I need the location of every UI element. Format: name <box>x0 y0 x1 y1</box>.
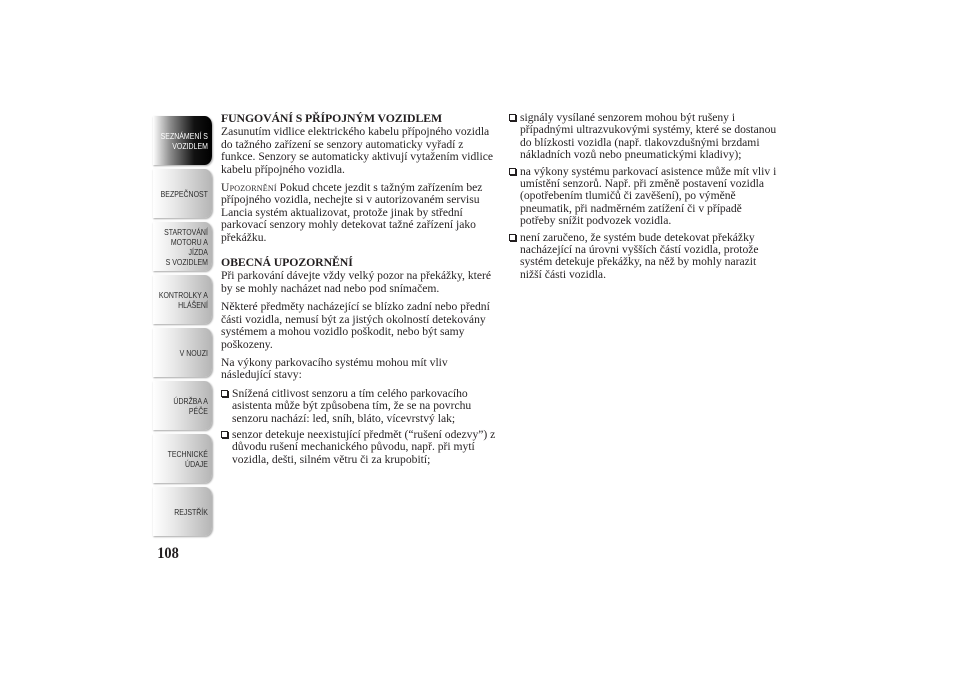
tab-label: KONTROLKY A HLÁŠENÍ <box>158 289 208 310</box>
section-heading: OBECNÁ UPOZORNĚNÍ <box>221 255 353 270</box>
list-item-text: senzor detekuje neexistující předmět (“rušení odezvy”) z důvodu rušení mechanického původu, např. při mytí vozidla, dešti, silném větru či za krupobití; <box>232 427 496 466</box>
list-item <box>221 388 496 425</box>
warning-paragraph <box>221 182 496 244</box>
paragraph: Na výkony parkovacího systému mohou mít vliv následující stavy: <box>221 355 448 382</box>
bullet-list <box>221 388 496 466</box>
warning-text: Pokud chcete jezdit s tažným zařízením bez přípojného vozidla, nechejte si v autorizovaném servisu Lancia systém aktualizovat, protože jinak by střední parkovací senzory mohly detekovat tažné zařízení jako překážku. <box>221 181 483 244</box>
checkbox-bullet-icon <box>509 168 516 175</box>
checkbox-bullet-icon <box>509 114 516 121</box>
checkbox-bullet-icon <box>221 390 228 397</box>
list-item-text: Snížená citlivost senzoru a tím celého parkovacího asistenta může být způsobena tím, že se na povrchu senzoru nachází: led, sníh, bláto, vícevrstvý lak; <box>232 386 472 425</box>
tab-v-nouzi[interactable] <box>153 328 212 377</box>
bullet-list <box>509 112 777 281</box>
tab-label: STARTOVÁNÍ MOTORU A JÍZDA S VOZIDLEM <box>164 226 208 267</box>
section-heading: FUNGOVÁNÍ S PŘÍPOJNÝM VOZIDLEM <box>221 111 443 125</box>
list-item-text: na výkony systému parkovací asistence může mít vliv i umístění senzorů. Např. při změně postavení vozidla (opotřebením tlumičů či zavěšení), po výměně pneumatik, při nadměrném zatížení či v případě potřeby snížit podvozek vozidla. <box>520 164 777 228</box>
paragraph: Zasunutím vidlice elektrického kabelu přípojného vozidla do tažného zařízení se senzory automaticky vyřadí z funkce. Senzory se automaticky aktivují vytažením vidlice kabelu přípojného vozidla. <box>221 125 494 176</box>
tab-technicke-udaje[interactable] <box>153 434 212 483</box>
tab-label: BEZPEČNOST <box>160 188 208 199</box>
checkbox-bullet-icon <box>221 431 228 438</box>
paragraph: Některé předměty nacházející se blízko zadní nebo přední části vozidla, nemusí být za jistých okolností detekovány systémem a mohou vozidlo poškodit, nebo být samy poškozeny. <box>221 300 490 351</box>
list-item <box>509 112 777 162</box>
tab-bezpecnost[interactable] <box>153 169 212 218</box>
warning-label: Upozornění <box>221 181 277 195</box>
list-item-text: signály vysílané senzorem mohou být rušeny i případnými ultrazvukovými systémy, které se dostanou do blízkosti vozidla (např. tlakovzdušnými brzdami nákladních vozů nebo pneumatickými kladivy); <box>520 111 777 162</box>
tab-startovani[interactable] <box>153 222 212 271</box>
list-item <box>221 429 496 466</box>
tab-kontrolky[interactable] <box>153 275 212 324</box>
checkbox-bullet-icon <box>509 234 516 241</box>
tab-label: TECHNICKÉ ÚDAJE <box>167 448 208 469</box>
list-item-text: není zaručeno, že systém bude detekovat překážky nacházející na úrovni vyšších částí vozidla, protože systém detekuje překážky, na něž by mohly narazit nižší části vozidla. <box>520 230 759 281</box>
tab-rejstrik[interactable] <box>153 487 212 536</box>
chapter-tabs <box>140 116 212 540</box>
left-column <box>221 112 496 470</box>
right-column <box>509 112 777 285</box>
tab-udrzba[interactable] <box>153 381 212 430</box>
tab-label: REJSTŘÍK <box>174 506 208 517</box>
tab-label: V NOUZI <box>179 347 208 358</box>
list-item <box>509 166 777 228</box>
tab-label: ÚDRŽBA A PÉČE <box>173 395 208 416</box>
tab-seznameni-s-vozidlem[interactable] <box>153 116 212 165</box>
page-number: 108 <box>157 545 179 562</box>
tab-label: SEZNÁMENÍ S VOZIDLEM <box>160 130 208 151</box>
list-item <box>509 232 777 282</box>
paragraph: Při parkování dávejte vždy velký pozor na překážky, které by se mohly nacházet nad nebo pod snímačem. <box>221 269 491 295</box>
